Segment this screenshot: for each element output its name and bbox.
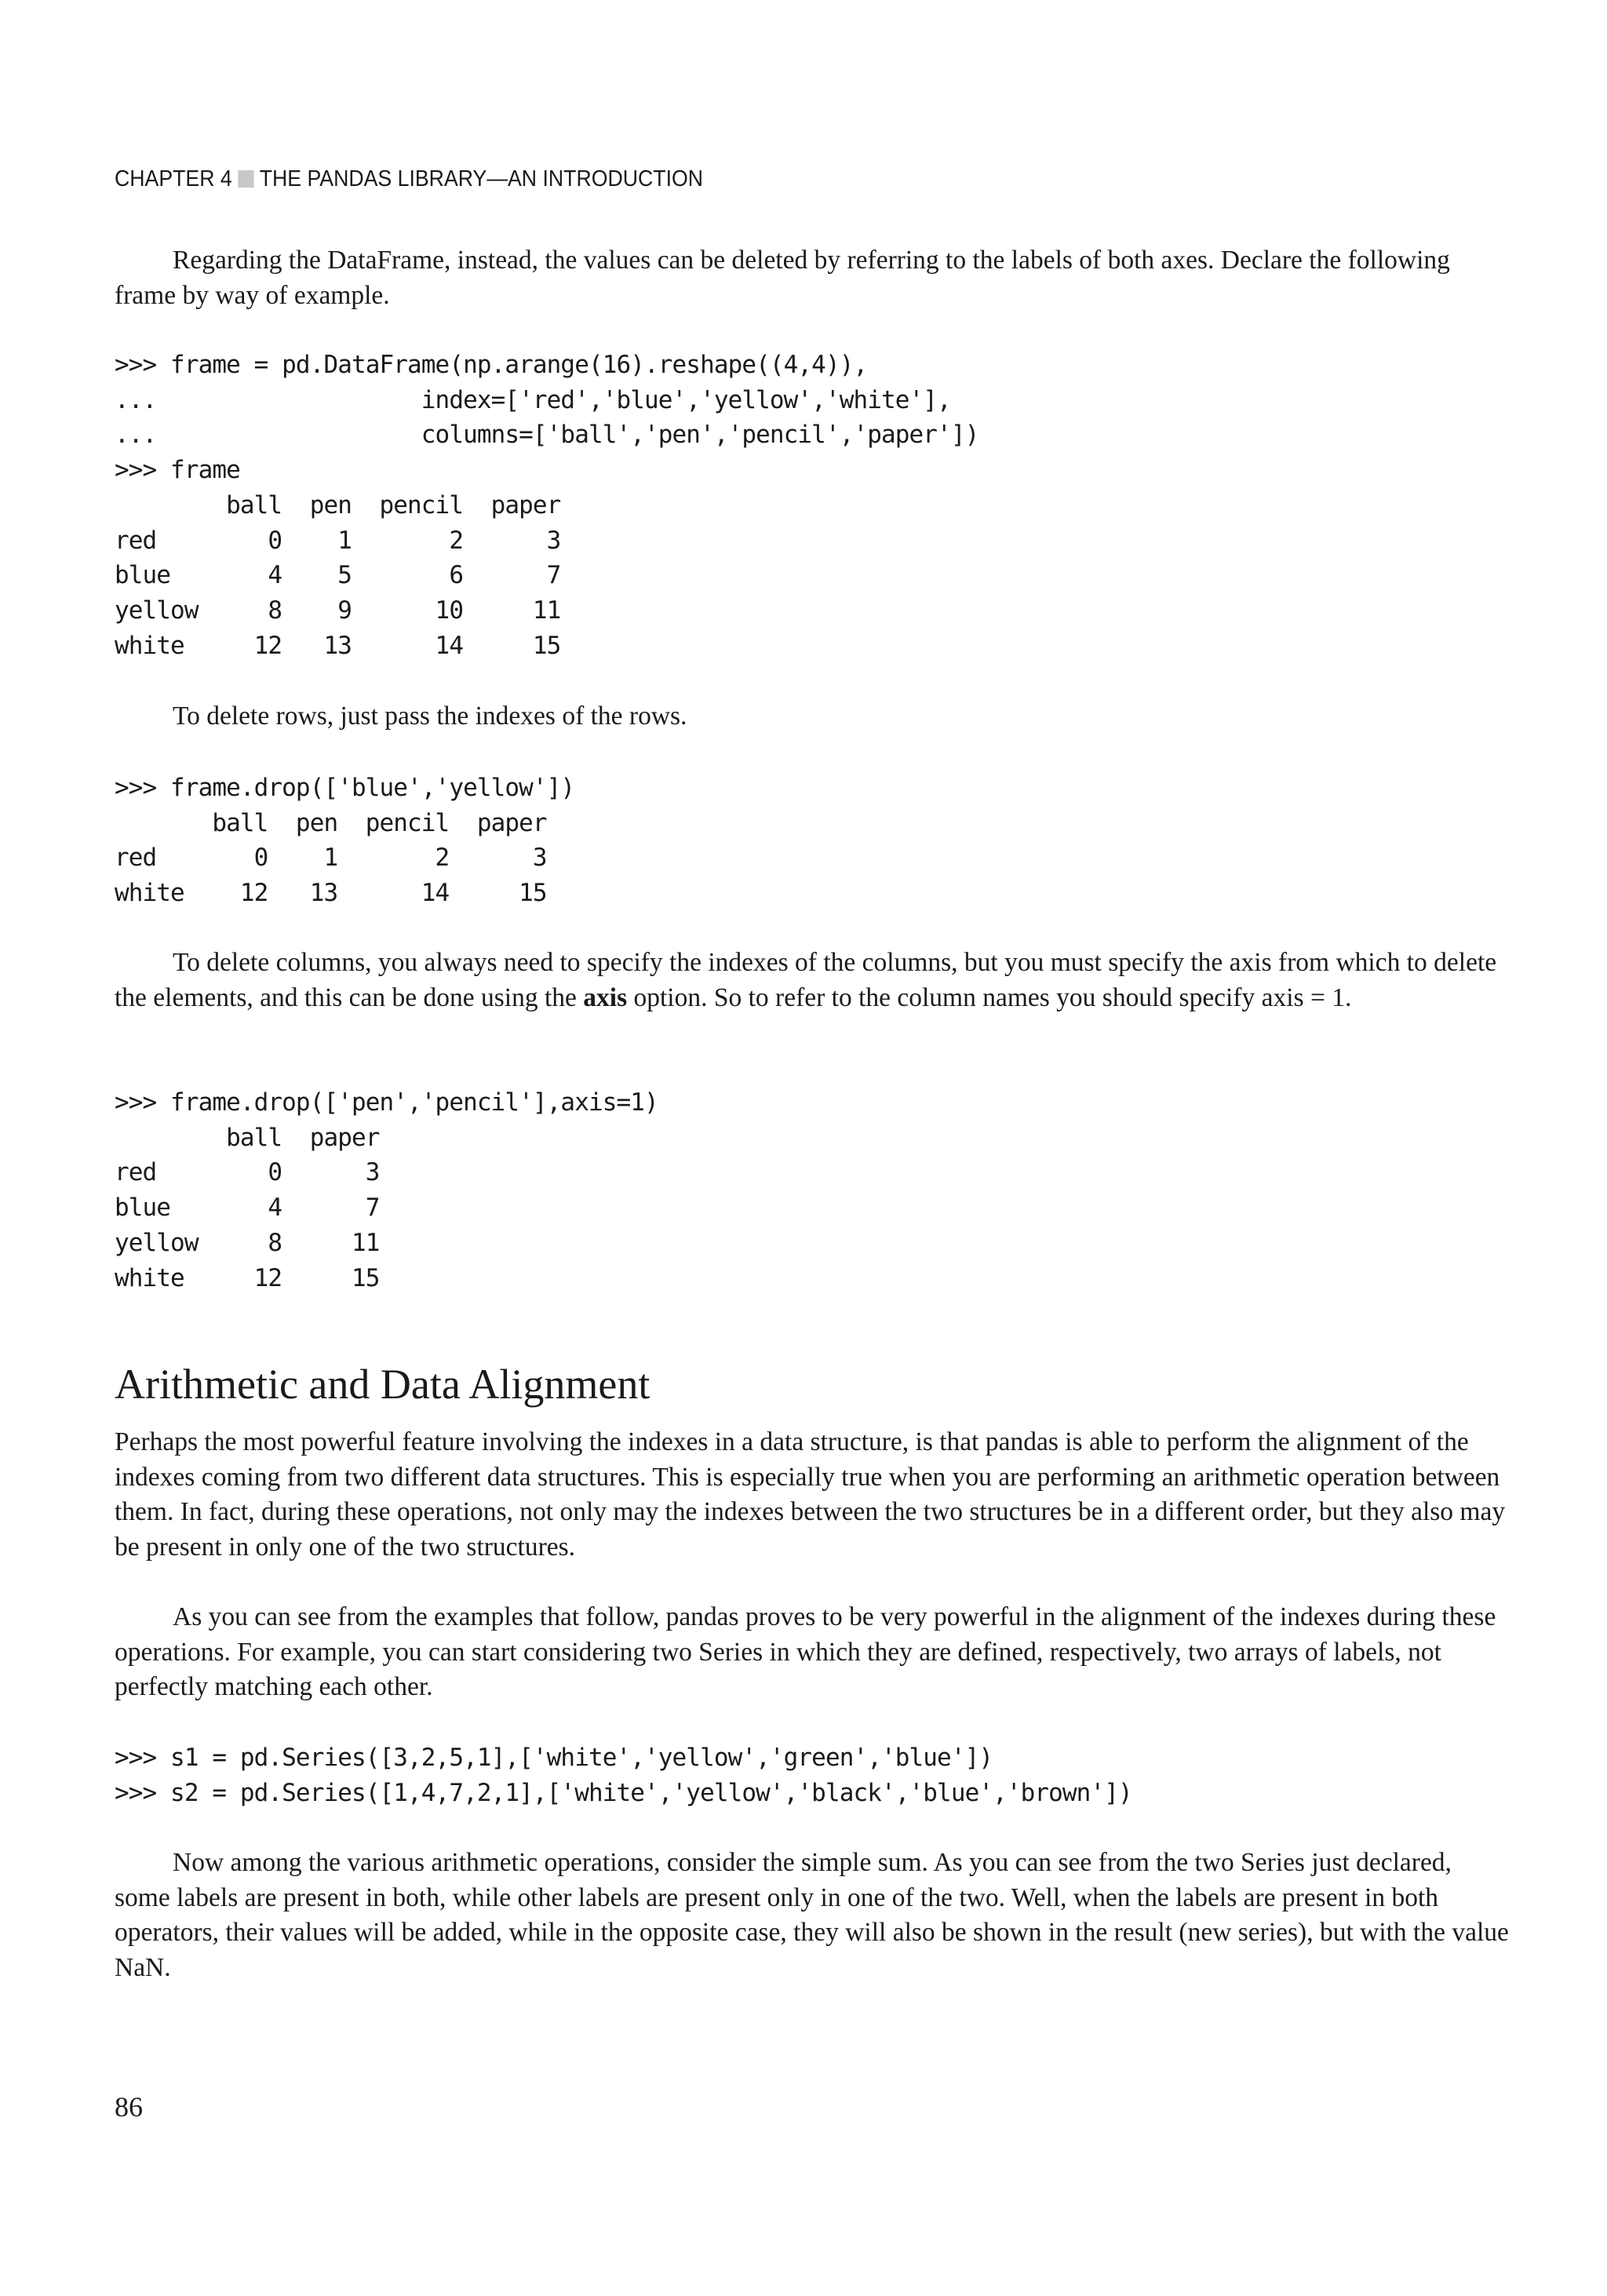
code-block-4 bbox=[115, 1740, 1511, 1810]
code-series-declaration: >>> s1 = pd.Series([3,2,5,1],['white','yellow','green','blue']) >>> s2 = pd.Series([1,4,7,2,1],['white','yellow','black','blue','brown']) bbox=[115, 1744, 1132, 1807]
paragraph-1-block bbox=[115, 243, 1511, 313]
paragraph-3 bbox=[115, 946, 1511, 1015]
paragraph-3-block bbox=[115, 946, 1511, 1015]
paragraph-6: Now among the various arithmetic operations, consider the simple sum. As you can see from the two Series just declared, some labels are present in both, while other labels are present only in one of the two. Well, when the labels are present in both operators, their values will be added, while in the opposite case, they will also be shown in the result (new series), but with the value NaN. bbox=[115, 1848, 1509, 1983]
paragraph-1: Regarding the DataFrame, instead, the values can be deleted by referring to the labels of both axes. Declare the following frame by way of example. bbox=[115, 246, 1450, 310]
chapter-label: CHAPTER 4 bbox=[115, 166, 232, 191]
page-number: 86 bbox=[115, 2091, 143, 2123]
paragraph-3-text-b: option. So to refer to the column names you should specify axis = 1. bbox=[627, 982, 1352, 1012]
code-block-3 bbox=[115, 1085, 1511, 1296]
section-title: Arithmetic and Data Alignment bbox=[115, 1361, 650, 1408]
paragraph-6-block bbox=[115, 1846, 1511, 1986]
paragraph-5-block bbox=[115, 1600, 1511, 1705]
paragraph-4: Perhaps the most powerful feature involving the indexes in a data structure, is that pandas is able to perform the alignment of the indexes coming from two different data structures. This is especially true when you are performing an arithmetic operation between them. In fact, during these operations, not only may the indexes between the two structures be in a different order, but they also may be present in only one of the two structures. bbox=[115, 1427, 1506, 1562]
section-heading-block bbox=[115, 1361, 1511, 1408]
running-head bbox=[115, 166, 703, 192]
chapter-title: THE PANDAS LIBRARY—AN INTRODUCTION bbox=[259, 166, 704, 191]
paragraph-3-text-a: To delete columns, you always need to specify the indexes of the columns, but you must specify the axis from which to delete the elements, and this can be done using the bbox=[115, 948, 1497, 1012]
code-drop-rows: >>> frame.drop(['blue','yellow']) ball pen pencil paper red 0 1 2 3 white 12 13 14 15 bbox=[115, 774, 575, 908]
paragraph-2: To delete rows, just pass the indexes of the rows. bbox=[173, 702, 687, 731]
paragraph-2-block bbox=[115, 699, 1511, 734]
axis-keyword: axis bbox=[583, 982, 628, 1012]
paragraph-4-block bbox=[115, 1425, 1511, 1565]
code-block-2 bbox=[115, 771, 1511, 911]
code-dataframe-declaration: >>> frame = pd.DataFrame(np.arange(16).reshape((4,4)), ... index=['red','blue','yellow','white'], ... columns=['ball','pen','pencil','paper']) >>> frame ball pen pencil paper red 0 1 2 3 blue 4 5 6 7 yellow 8 9 10 11 white 12 13 14 15 bbox=[115, 351, 979, 660]
paragraph-5: As you can see from the examples that follow, pandas proves to be very powerful in the alignment of the indexes during these operations. For example, you can start considering two Series in which they are defined, respectively, two arrays of labels, not perfectly matching each other. bbox=[115, 1602, 1496, 1702]
code-block-1 bbox=[115, 348, 1511, 663]
separator-square-icon bbox=[238, 170, 253, 188]
code-drop-columns: >>> frame.drop(['pen','pencil'],axis=1) ball paper red 0 3 blue 4 7 yellow 8 11 white 12 15 bbox=[115, 1088, 658, 1292]
